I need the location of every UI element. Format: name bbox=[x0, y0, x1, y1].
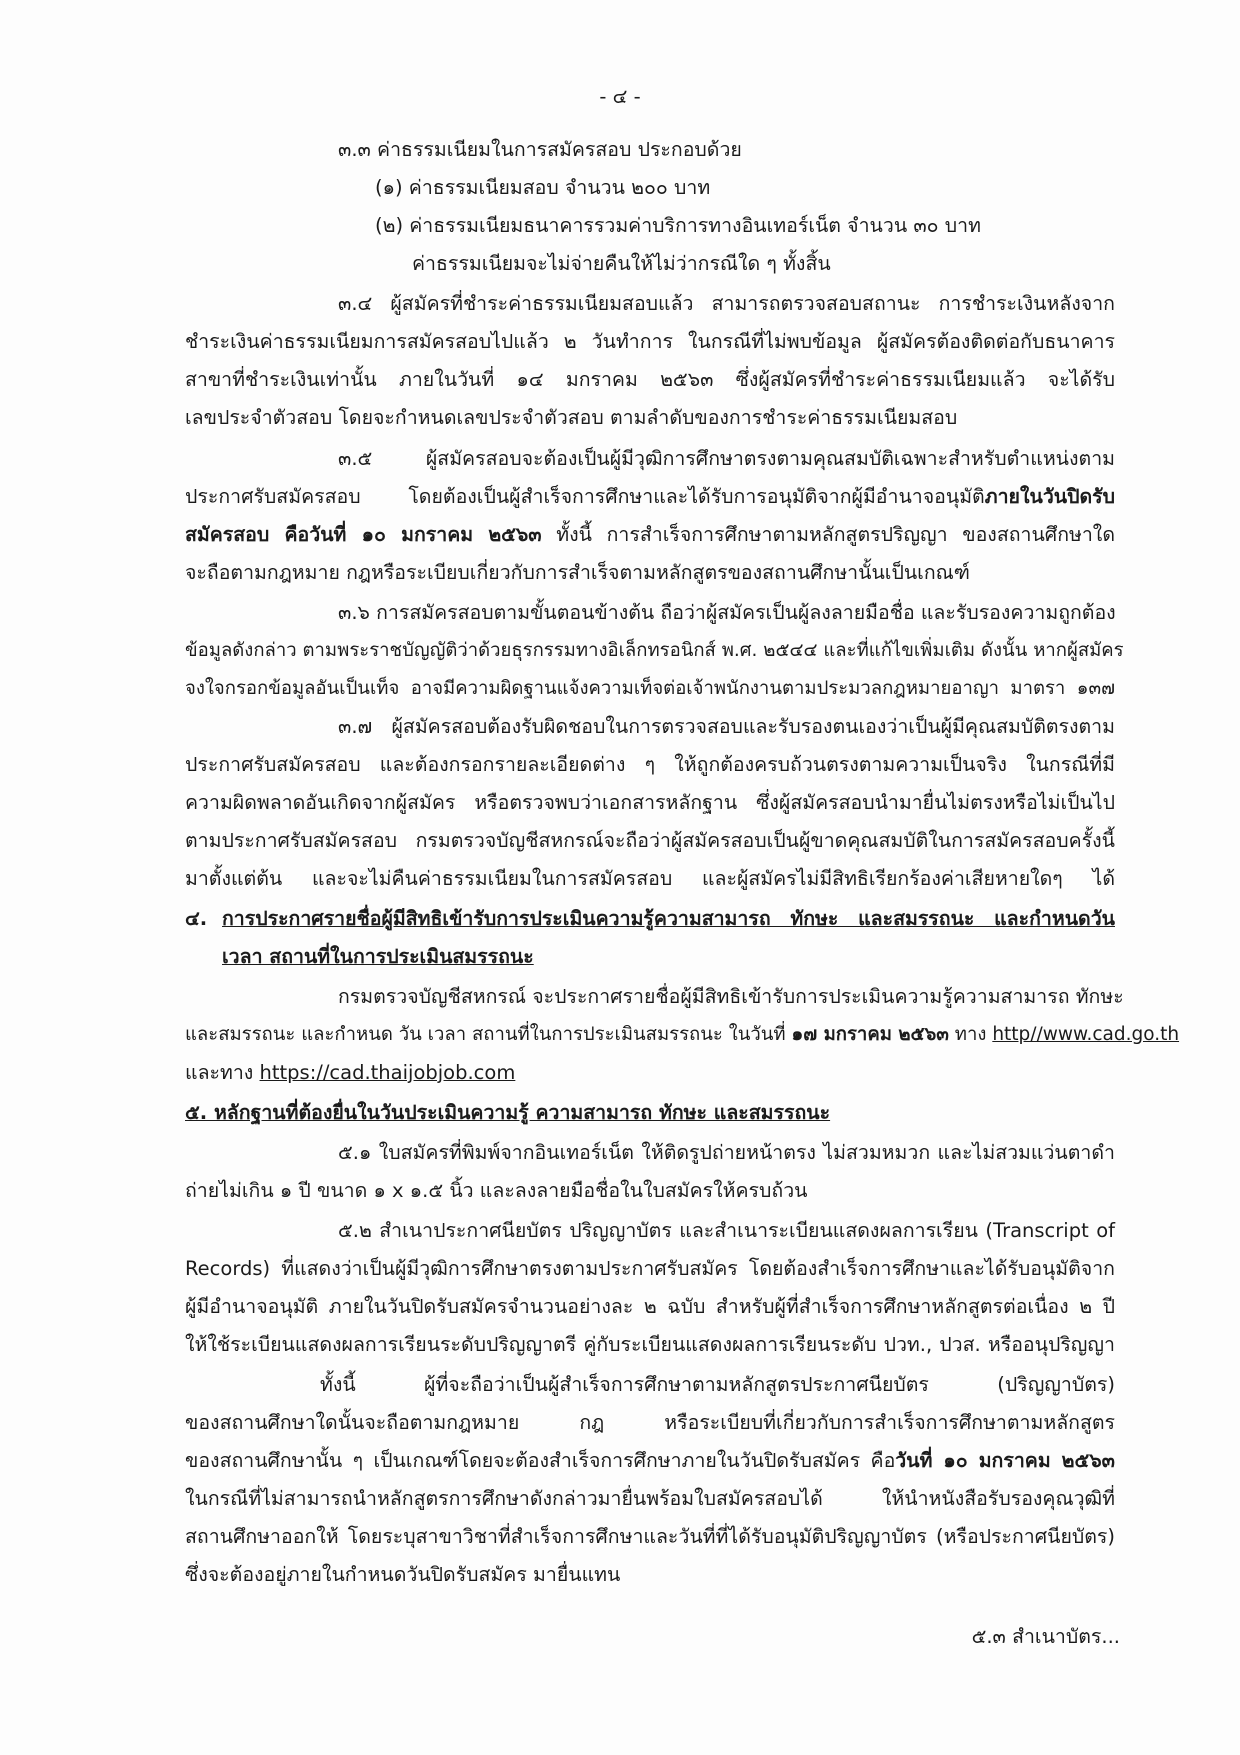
section-3-5-deadline-bold: ภายในวันปิดรับ bbox=[984, 485, 1115, 508]
section-4-number: ๔. bbox=[185, 907, 208, 930]
section-3-5-line-2 bbox=[185, 478, 1115, 516]
section-4-announce-date: ๑๗ มกราคม ๒๕๖๓ bbox=[791, 1024, 949, 1045]
section-4-line-1: กรมตรวจบัญชีสหกรณ์ จะประกาศรายชื่อผู้มีสิทธิเข้ารับการประเมินความรู้ความสามารถ ทักษะ bbox=[338, 985, 1124, 1008]
continuation-marker: ๕.๓ สำเนาบัตร... bbox=[971, 1625, 1120, 1648]
section-4-line-2 bbox=[185, 1016, 1180, 1054]
section-5-2-line-2: Records) ที่แสดงว่าเป็นผู้มีวุฒิการศึกษาตรงตามประกาศรับสมัคร โดยต้องสำเร็จการศึกษาและได้รับอนุมัติจาก bbox=[185, 1257, 1115, 1280]
section-5-note-line-3-text: ของสถานศึกษานั้น ๆ เป็นเกณฑ์โดยจะต้องสำเร็จการศึกษาภายในวันปิดรับสมัคร คือ bbox=[185, 1449, 896, 1472]
section-3-3-title: ๓.๓ ค่าธรรมเนียมในการสมัครสอบ ประกอบด้วย bbox=[338, 138, 742, 161]
section-5-note-line-3 bbox=[185, 1442, 1115, 1480]
section-3-4-line-1: ๓.๔ ผู้สมัครที่ชำระค่าธรรมเนียมสอบแล้ว สามารถตรวจสอบสถานะ การชำระเงินหลังจาก bbox=[338, 292, 1115, 315]
section-5-2-line-3: ผู้มีอำนาจอนุมัติ ภายในวันปิดรับสมัครจำนวนอย่างละ ๒ ฉบับ สำหรับผู้ที่สำเร็จการศึกษาหลักสูตรต่อเนื่อง ๒ ปี bbox=[185, 1295, 1115, 1318]
section-5-close-date-bold: วันที่ ๑๐ มกราคม ๒๕๖๓ bbox=[895, 1449, 1115, 1472]
section-3-3-item-2: (๒) ค่าธรรมเนียมธนาคารรวมค่าบริการทางอินเทอร์เน็ต จำนวน ๓๐ บาท bbox=[375, 214, 981, 237]
section-5-heading: ๕. หลักฐานที่ต้องยื่นในวันประเมินความรู้ ความสามารถ ทักษะ และสมรรถนะ bbox=[185, 1101, 831, 1124]
section-5-1-line-1: ๕.๑ ใบสมัครที่พิมพ์จากอินเทอร์เน็ต ให้ติดรูปถ่ายหน้าตรง ไม่สวมหมวก และไม่สวมแว่นตาดำ bbox=[338, 1141, 1115, 1164]
section-3-6-line-3: จงใจกรอกข้อมูลอันเป็นเท็จ อาจมีความผิดฐานแจ้งความเท็จต่อเจ้าพนักงานตามประมวลกฎหมายอาญา มาตรา ๑๓๗ bbox=[185, 678, 1115, 699]
section-3-7-line-4: ตามประกาศรับสมัครสอบ กรมตรวจบัญชีสหกรณ์จะถือว่าผู้สมัครสอบเป็นผู้ขาดคุณสมบัติในการสมัครสอบครั้งนี้ bbox=[185, 829, 1115, 852]
section-3-5-close-date-bold: สมัครสอบ คือวันที่ ๑๐ มกราคม ๒๕๖๓ bbox=[185, 523, 542, 546]
section-3-4-line-4: เลขประจำตัวสอบ โดยจะกำหนดเลขประจำตัวสอบ ตามลำดับของการชำระค่าธรรมเนียมสอบ bbox=[185, 406, 958, 429]
page-number: - ๔ - bbox=[599, 85, 641, 108]
section-3-7-line-3: ความผิดพลาดอันเกิดจากผู้สมัคร หรือตรวจพบว่าเอกสารหลักฐาน ซึ่งผู้สมัครสอบนำมายื่นไม่ตรงหรือไม่เป็นไป bbox=[185, 791, 1115, 814]
section-5-note-line-5: สถานศึกษาออกให้ โดยระบุสาขาวิชาที่สำเร็จการศึกษาและวันที่ที่ได้รับอนุมัติปริญญาบัตร (หรือประกาศนียบัตร) bbox=[185, 1525, 1115, 1548]
section-3-4-line-3: สาขาที่ชำระเงินเท่านั้น ภายในวันที่ ๑๔ มกราคม ๒๕๖๓ ซึ่งผู้สมัครที่ชำระค่าธรรมเนียมแล้ว จะได้รับ bbox=[185, 368, 1115, 391]
section-3-5-line-3-text: ทั้งนี้ การสำเร็จการศึกษาตามหลักสูตรปริญญา ของสถานศึกษาใด bbox=[541, 523, 1115, 546]
section-3-5-line-4: จะถือตามกฎหมาย กฎหรือระเบียบเกี่ยวกับการสำเร็จตามหลักสูตรของสถานศึกษานั้นเป็นเกณฑ์ bbox=[185, 561, 970, 584]
section-5-2-line-1: ๕.๒ สำเนาประกาศนียบัตร ปริญญาบัตร และสำเนาระเบียนแสดงผลการเรียน (Transcript of bbox=[338, 1219, 1115, 1242]
section-5-note-line-4: ในกรณีที่ไม่สามารถนำหลักสูตรการศึกษาดังกล่าวมายื่นพร้อมใบสมัครสอบได้ ให้นำหนังสือรับรองคุณวุฒิที่ bbox=[185, 1487, 1115, 1510]
cad-website-link[interactable]: http//www.cad.go.th bbox=[992, 1024, 1180, 1045]
section-3-3-item-1: (๑) ค่าธรรมเนียมสอบ จำนวน ๒๐๐ บาท bbox=[375, 176, 711, 199]
section-5-2-line-4: ให้ใช้ระเบียนแสดงผลการเรียนระดับปริญญาตรี คู่กับระเบียนแสดงผลการเรียนระดับ ปวท., ปวส. หรืออนุปริญญา bbox=[185, 1333, 1115, 1356]
section-3-3-note: ค่าธรรมเนียมจะไม่จ่ายคืนให้ไม่ว่ากรณีใด ๆ ทั้งสิ้น bbox=[412, 252, 831, 275]
section-3-6-line-2: ข้อมูลดังกล่าว ตามพระราชบัญญัติว่าด้วยธุรกรรมทางอิเล็กทรอนิกส์ พ.ศ. ๒๕๔๔ และที่แก้ไขเพิ่มเติม ดังนั้น หากผู้สมัคร bbox=[185, 640, 1124, 661]
section-3-7-line-1: ๓.๗ ผู้สมัครสอบต้องรับผิดชอบในการตรวจสอบและรับรองตนเองว่าเป็นผู้มีคุณสมบัติตรงตาม bbox=[338, 715, 1115, 738]
section-5-note-line-6: ซึ่งจะต้องอยู่ภายในกำหนดวันปิดรับสมัคร มายื่นแทน bbox=[185, 1563, 621, 1586]
section-3-7-line-2: ประกาศรับสมัครสอบ และต้องกรอกรายละเอียดต่าง ๆ ให้ถูกต้องครบถ้วนตรงตามความเป็นจริง ในกรณีที่มี bbox=[185, 753, 1115, 776]
section-4-heading-line-2: เวลา สถานที่ในการประเมินสมรรถนะ bbox=[222, 945, 534, 968]
section-5-1-line-2: ถ่ายไม่เกิน ๑ ปี ขนาด ๑ x ๑.๕ นิ้ว และลงลายมือชื่อในใบสมัครให้ครบถ้วน bbox=[185, 1179, 808, 1202]
section-4-heading-line-1: การประกาศรายชื่อผู้มีสิทธิเข้ารับการประเมินความรู้ความสามารถ ทักษะ และสมรรถนะ และกำหนดวัน bbox=[222, 907, 1115, 930]
section-3-5-line-2-text: ประกาศรับสมัครสอบ โดยต้องเป็นผู้สำเร็จการศึกษาและได้รับการอนุมัติจากผู้มีอำนาจอนุมัติ bbox=[185, 485, 985, 508]
section-4-line-3-text: และทาง bbox=[185, 1061, 260, 1084]
section-3-4-line-2: ชำระเงินค่าธรรมเนียมการสมัครสอบไปแล้ว ๒ วันทำการ ในกรณีที่ไม่พบข้อมูล ผู้สมัครต้องติดต่อกับธนาคาร bbox=[185, 330, 1115, 353]
section-5-note-line-2: ของสถานศึกษาใดนั้นจะถือตามกฎหมาย กฎ หรือระเบียบที่เกี่ยวกับการสำเร็จการศึกษาตามหลักสูตร bbox=[185, 1411, 1115, 1434]
section-3-6-line-1: ๓.๖ การสมัครสอบตามขั้นตอนข้างต้น ถือว่าผู้สมัครเป็นผู้ลงลายมือชื่อ และรับรองความถูกต้อง bbox=[338, 601, 1116, 624]
thaijobjob-link[interactable]: https://cad.thaijobjob.com bbox=[259, 1061, 516, 1084]
section-3-5-line-1: ๓.๕ ผู้สมัครสอบจะต้องเป็นผู้มีวุฒิการศึกษาตรงตามคุณสมบัติเฉพาะสำหรับตำแหน่งตาม bbox=[338, 447, 1115, 470]
section-4-line-3 bbox=[185, 1054, 515, 1092]
section-4-line-2-via: ทาง bbox=[948, 1024, 993, 1045]
section-3-5-line-3 bbox=[185, 516, 1115, 554]
section-4-line-2-text: และสมรรถนะ และกำหนด วัน เวลา สถานที่ในการประเมินสมรรถนะ ในวันที่ bbox=[185, 1024, 792, 1045]
section-5-note-line-1: ทั้งนี้ ผู้ที่จะถือว่าเป็นผู้สำเร็จการศึกษาตามหลักสูตรประกาศนียบัตร (ปริญญาบัตร) bbox=[320, 1373, 1115, 1396]
section-3-7-line-5: มาตั้งแต่ต้น และจะไม่คืนค่าธรรมเนียมในการสมัครสอบ และผู้สมัครไม่มีสิทธิเรียกร้องค่าเสียหายใดๆ ได้ bbox=[185, 867, 1115, 890]
